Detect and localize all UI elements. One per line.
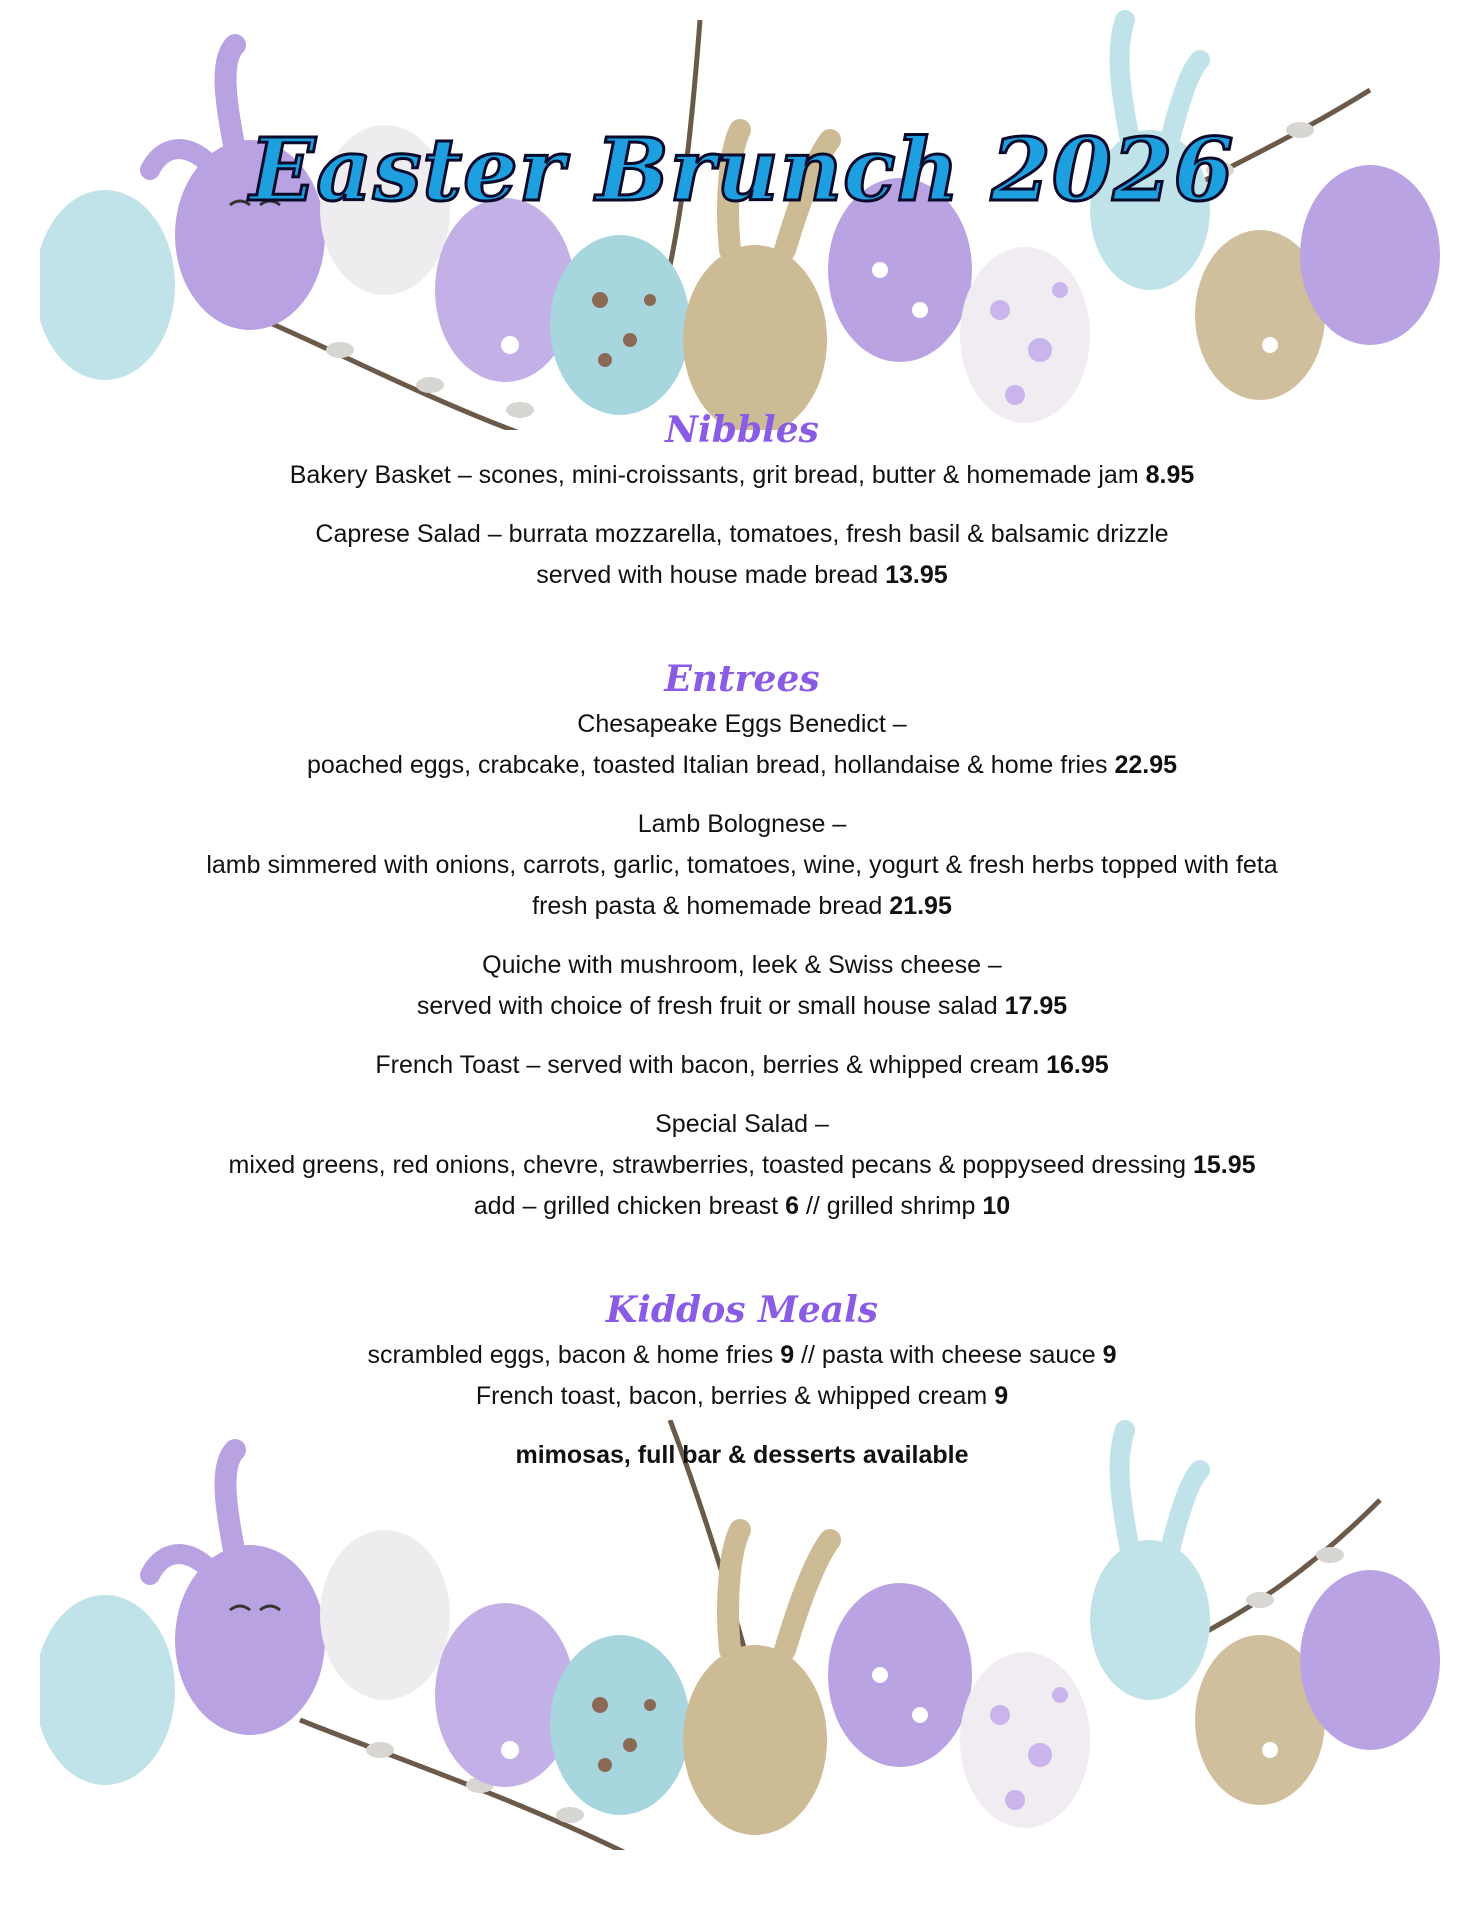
item-price: 9: [780, 1341, 795, 1369]
item-price: 13.95: [885, 561, 948, 589]
menu-content: [0, 405, 1484, 1476]
easter-eggs-decoration-bottom: [40, 1420, 1444, 1850]
item-text: mixed greens, red onions, chevre, strawberries, toasted pecans & poppyseed dressing: [228, 1151, 1186, 1179]
menu-item-kiddos: [0, 1335, 1484, 1417]
item-text: Chesapeake Eggs Benedict –: [577, 710, 907, 738]
item-text: scrambled eggs, bacon & home fries: [367, 1341, 774, 1369]
menu-item-caprese-salad: [0, 514, 1484, 596]
menu-item-line: [0, 1045, 1484, 1086]
menu-item-bakery-basket: [0, 455, 1484, 496]
addon-price: 10: [982, 1192, 1011, 1220]
addon-text: // grilled shrimp: [805, 1192, 976, 1220]
menu-item-eggs-benedict: [0, 704, 1484, 786]
item-text: poached eggs, crabcake, toasted Italian bread, hollandaise & home fries: [306, 751, 1108, 779]
item-price: 16.95: [1046, 1051, 1109, 1079]
item-text: Caprese Salad – burrata mozzarella, tomatoes, fresh basil & balsamic drizzle: [315, 520, 1169, 548]
menu-item-lamb-bolognese: [0, 804, 1484, 927]
addon-price: 6: [785, 1192, 799, 1220]
item-price: 8.95: [1145, 461, 1195, 489]
item-price: 9: [994, 1382, 1009, 1410]
menu-title: Easter Brunch 2026: [249, 120, 1235, 221]
item-price: 15.95: [1192, 1151, 1256, 1179]
item-text: fresh pasta & homemade bread: [532, 892, 883, 920]
menu-item-line: [0, 886, 1484, 927]
item-text: served with house made bread: [536, 561, 879, 589]
item-text: Bakery Basket – scones, mini-croissants, grit bread, butter & homemade jam: [289, 461, 1139, 489]
menu-item-line: [0, 1145, 1484, 1186]
item-text: lamb simmered with onions, carrots, garlic, tomatoes, wine, yogurt & fresh herbs topped with feta: [206, 851, 1278, 879]
menu-item-line: [0, 745, 1484, 786]
menu-item-special-salad: [0, 1104, 1484, 1227]
menu-item-addon: [0, 1186, 1484, 1227]
menu-item-line: [0, 1335, 1484, 1376]
item-text: French toast, bacon, berries & whipped cream: [475, 1382, 988, 1410]
section-heading-kiddos-meals: Kiddos Meals: [605, 1289, 879, 1331]
item-text: Quiche with mushroom, leek & Swiss cheese –: [482, 951, 1002, 979]
item-price: 17.95: [1004, 992, 1068, 1020]
addon-text: add – grilled chicken breast: [473, 1192, 779, 1220]
menu-item-line: [0, 1376, 1484, 1417]
footer-note: mimosas, full bar & desserts available: [515, 1441, 969, 1469]
menu-item-line: [0, 986, 1484, 1027]
item-text: Special Salad –: [655, 1110, 829, 1138]
section-heading-entrees: Entrees: [664, 658, 820, 700]
item-price: 22.95: [1114, 751, 1178, 779]
item-price: 21.95: [889, 892, 952, 920]
menu-item-line: [0, 455, 1484, 496]
item-text: Lamb Bolognese –: [637, 810, 847, 838]
section-heading-nibbles: Nibbles: [665, 409, 819, 451]
menu-item-line: [0, 555, 1484, 596]
menu-item-quiche: [0, 945, 1484, 1027]
menu-item-french-toast: [0, 1045, 1484, 1086]
item-text: served with choice of fresh fruit or small house salad: [416, 992, 998, 1020]
item-price: 9: [1102, 1341, 1117, 1369]
item-text: French Toast – served with bacon, berries & whipped cream: [375, 1051, 1040, 1079]
item-text: // pasta with cheese sauce: [801, 1341, 1096, 1369]
